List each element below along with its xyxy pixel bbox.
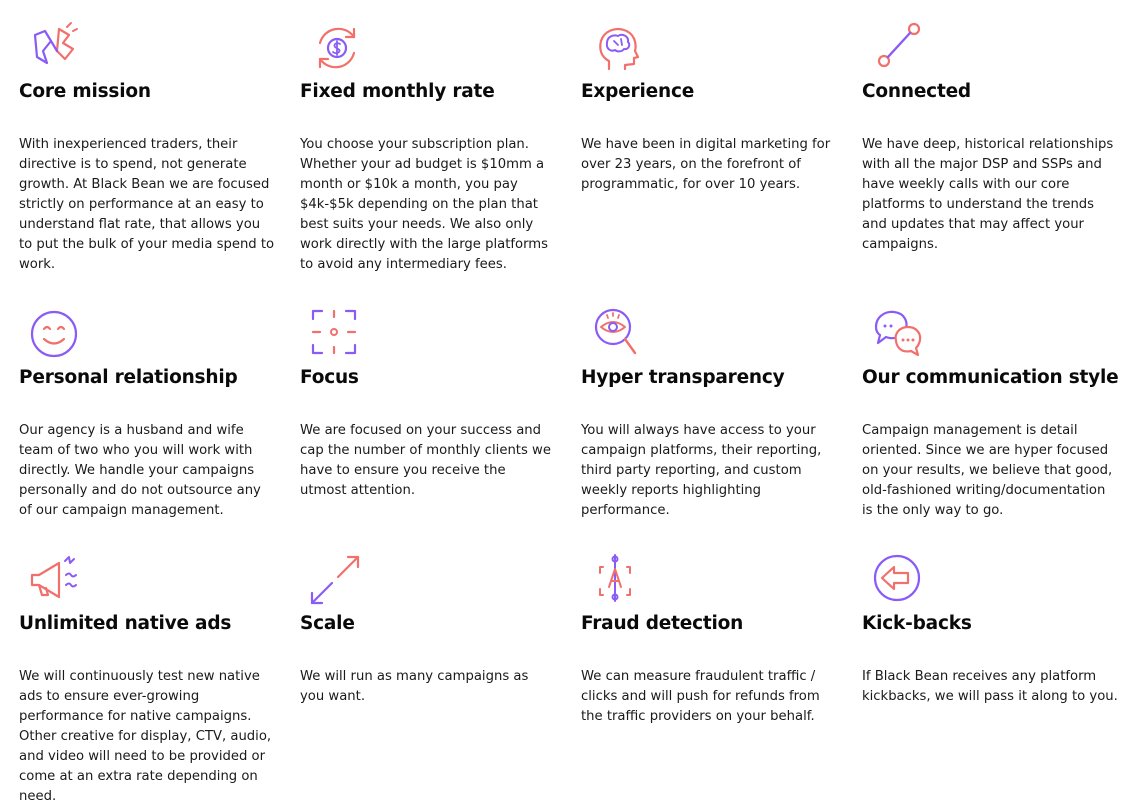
feature-description: With inexperienced traders, their directive is to spend, not generate growth. At Black Bean we are focused strictly on performance at an easy to understand flat rate, that allows you to put the bulk of your media spend to work. xyxy=(19,137,275,272)
connected-nodes-icon xyxy=(872,21,926,75)
scale-arrows-icon xyxy=(310,553,364,607)
feature-description: You choose your subscription plan. Whether your ad budget is $10mm a month or $10k a month, you pay $4k-$5k depending on the plan that best suits your needs. We also only work directly with the large platforms to avoid any intermediary fees. xyxy=(300,137,548,272)
fraud-text-cursor-icon xyxy=(591,553,645,607)
brain-head-icon xyxy=(591,21,645,75)
smiley-face-icon xyxy=(29,307,83,361)
feature-title: Our communication style xyxy=(862,367,1119,388)
feature-description: Campaign management is detail oriented. Since we are hyper focused on your results, we believe that good, old-fashioned writing/documentation is the only way to go. xyxy=(862,423,1113,518)
feature-title: Experience xyxy=(581,81,695,102)
dollar-cycle-icon xyxy=(310,21,364,75)
focus-frame-icon xyxy=(310,307,364,361)
feature-description: Our agency is a husband and wife team of two who you will work with directly. We handle your campaigns personally and do not outsource any of our campaign management. xyxy=(19,423,261,518)
feature-description: If Black Bean receives any platform kickbacks, we will pass it along to you. xyxy=(862,669,1118,704)
rocket-spark-icon xyxy=(29,21,83,75)
megaphone-icon xyxy=(29,553,83,607)
feature-description: We have deep, historical relationships with all the major DSP and SSPs and have weekly calls with our core platforms to understand the trends and updates that may affect your campaigns. xyxy=(862,137,1114,252)
feature-description: We have been in digital marketing for over 23 years, on the forefront of programmatic, for over 10 years. xyxy=(581,137,831,192)
feature-title: Fraud detection xyxy=(581,613,744,634)
chat-bubbles-icon xyxy=(872,307,926,361)
feature-title: Focus xyxy=(300,367,359,388)
feature-description: You will always have access to your campaign platforms, their reporting, third party reporting, and custom weekly reports highlighting performance. xyxy=(581,423,822,518)
feature-title: Unlimited native ads xyxy=(19,613,232,634)
back-arrow-circle-icon xyxy=(872,553,926,607)
magnifier-eye-icon xyxy=(591,307,645,361)
feature-description: We are focused on your success and cap the number of monthly clients we have to ensure you receive the utmost attention. xyxy=(300,423,551,498)
feature-description: We can measure fraudulent traffic / clicks and will push for refunds from the traffic providers on your behalf. xyxy=(581,669,820,724)
feature-title: Fixed monthly rate xyxy=(300,81,495,102)
feature-title: Connected xyxy=(862,81,971,102)
feature-description: We will run as many campaigns as you want. xyxy=(300,669,529,704)
feature-title: Core mission xyxy=(19,81,151,102)
feature-title: Scale xyxy=(300,613,355,634)
feature-title: Personal relationship xyxy=(19,367,238,388)
feature-description: We will continuously test new native ads to ensure ever-growing performance for native campaigns. Other creative for display, CTV, audio, and video will need to be provided or come at an extra rate depending on need. xyxy=(19,669,272,804)
feature-title: Kick-backs xyxy=(862,613,972,634)
feature-title: Hyper transparency xyxy=(581,367,785,388)
